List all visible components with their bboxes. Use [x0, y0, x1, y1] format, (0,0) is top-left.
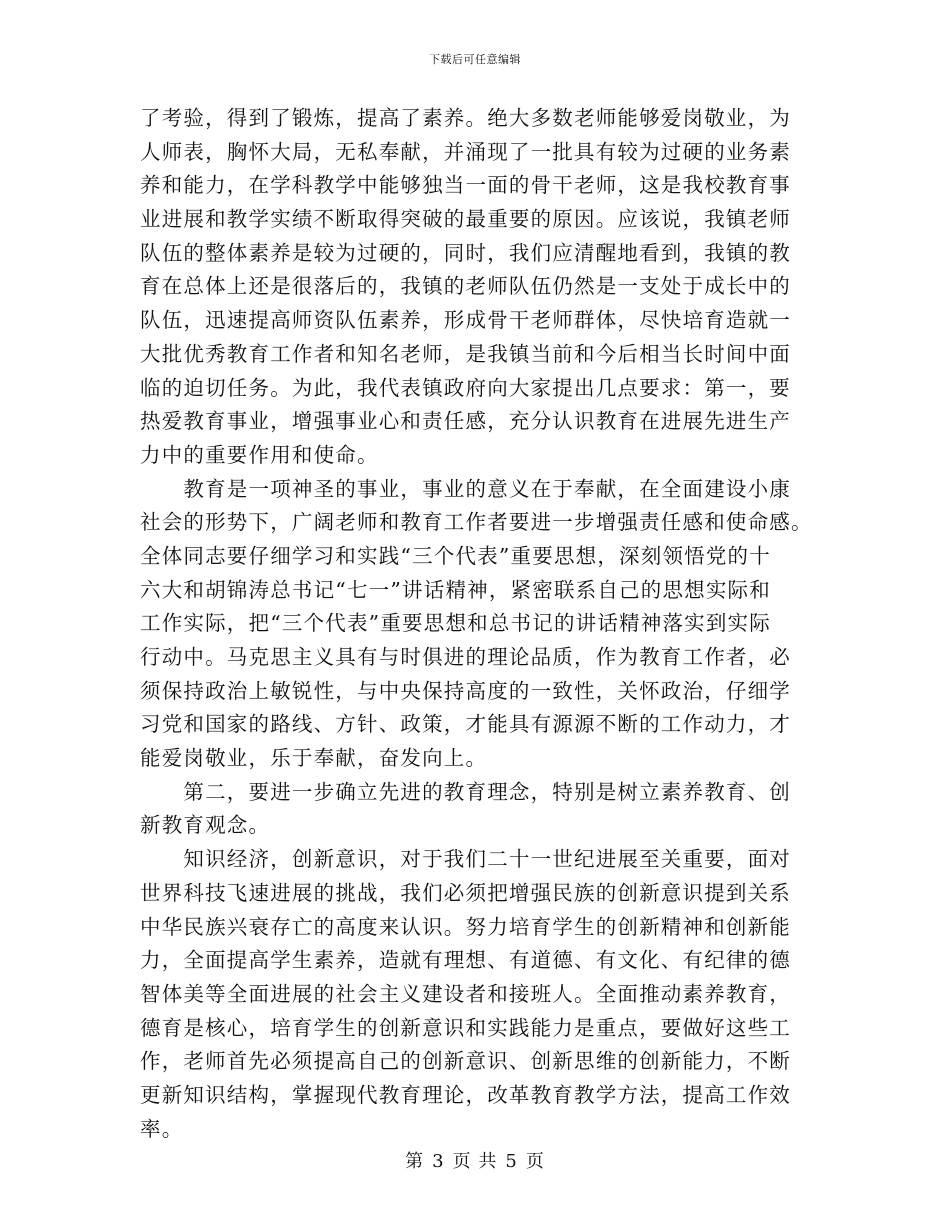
- body-text: [140, 102, 813, 1146]
- text-line: 养和能力，在学科教学中能够独当一面的骨干老师，这是我校教育事: [140, 173, 791, 198]
- text-line: 人师表，胸怀大局，无私奉献，并涌现了一批具有较为过硬的业务素: [140, 139, 791, 164]
- total-pages-number: 5: [505, 1151, 518, 1172]
- text-line: 世界科技飞速进展的挑战，我们必须把增强民族的创新意识提到关系: [140, 880, 791, 905]
- text-line: 队伍，迅速提高师资队伍素养，形成骨干老师群体，尽快培育造就一: [140, 308, 791, 333]
- text-line: 力，全面提高学生素养，造就有理想、有道德、有文化、有纪律的德: [140, 948, 791, 973]
- text-line: 习党和国家的路线、方针、政策，才能具有源源不断的工作动力，才: [140, 712, 791, 737]
- text-line: 工作实际，把“三个代表”重要思想和总书记的讲话精神落实到实际: [140, 611, 771, 636]
- text-line: 德育是核心，培育学生的创新意识和实践能力是重点，要做好这些工: [140, 1015, 791, 1040]
- page-label-middle: 页 共: [452, 1151, 498, 1172]
- text-line: 育在总体上还是很落后的，我镇的老师队伍仍然是一支处于成长中的: [140, 274, 791, 299]
- text-line: 全体同志要仔细学习和实践“三个代表”重要思想，深刻领悟党的十: [140, 543, 771, 568]
- text-line: 临的迫切任务。为此，我代表镇政府向大家提出几点要求：第一，要: [140, 375, 791, 400]
- text-line: 作，老师首先必须提高自己的创新意识、创新思维的创新能力，不断: [140, 1049, 791, 1074]
- page-label-prefix: 第: [405, 1151, 425, 1172]
- text-line: 知识经济，创新意识，对于我们二十一世纪进展至关重要，面对: [140, 847, 791, 872]
- page-label-suffix: 页: [525, 1151, 545, 1172]
- text-line: 力中的重要作用和使命。: [140, 442, 379, 467]
- current-page-number: 3: [432, 1151, 445, 1172]
- page-footer: [0, 1150, 950, 1174]
- text-line: 更新知识结构，掌握现代教育理论，改革教育教学方法，提高工作效: [140, 1082, 791, 1107]
- page-header: 下载后可任意编辑: [429, 53, 521, 66]
- text-line: 六大和胡锦涛总书记“七一”讲话精神，紧密联系自己的思想实际和: [140, 577, 771, 602]
- text-line: 业进展和教学实绩不断取得突破的最重要的原因。应该说，我镇老师: [140, 207, 791, 232]
- text-line: 新教育观念。: [140, 813, 271, 838]
- text-line: 能爱岗敬业，乐于奉献，奋发向上。: [140, 746, 488, 771]
- text-line: 中华民族兴衰存亡的高度来认识。努力培育学生的创新精神和创新能: [140, 914, 791, 939]
- text-line: 大批优秀教育工作者和知名老师，是我镇当前和今后相当长时间中面: [140, 341, 791, 366]
- text-line: 了考验，得到了锻炼，提高了素养。绝大多数老师能够爱岗敬业，为: [140, 106, 791, 130]
- text-line: 教育是一项神圣的事业，事业的意义在于奉献，在全面建设小康: [140, 476, 791, 501]
- text-line: 率。: [140, 1116, 184, 1141]
- text-line: 热爱教育事业，增强事业心和责任感，充分认识教育在进展先进生产: [140, 409, 791, 434]
- text-line: 须保持政治上敏锐性，与中央保持高度的一致性，关怀政治，仔细学: [140, 678, 791, 703]
- text-line: 第二，要进一步确立先进的教育理念，特别是树立素养教育、创: [140, 779, 791, 804]
- text-line: 智体美等全面进展的社会主义建设者和接班人。全面推动素养教育，: [140, 981, 791, 1006]
- text-line: 队伍的整体素养是较为过硬的，同时，我们应清醒地看到，我镇的教: [140, 240, 791, 265]
- text-line: 行动中。马克思主义具有与时俱进的理论品质，作为教育工作者，必: [140, 645, 791, 669]
- text-line: 社会的形势下，广阔老师和教育工作者要进一步增强责任感和使命感。: [140, 510, 813, 535]
